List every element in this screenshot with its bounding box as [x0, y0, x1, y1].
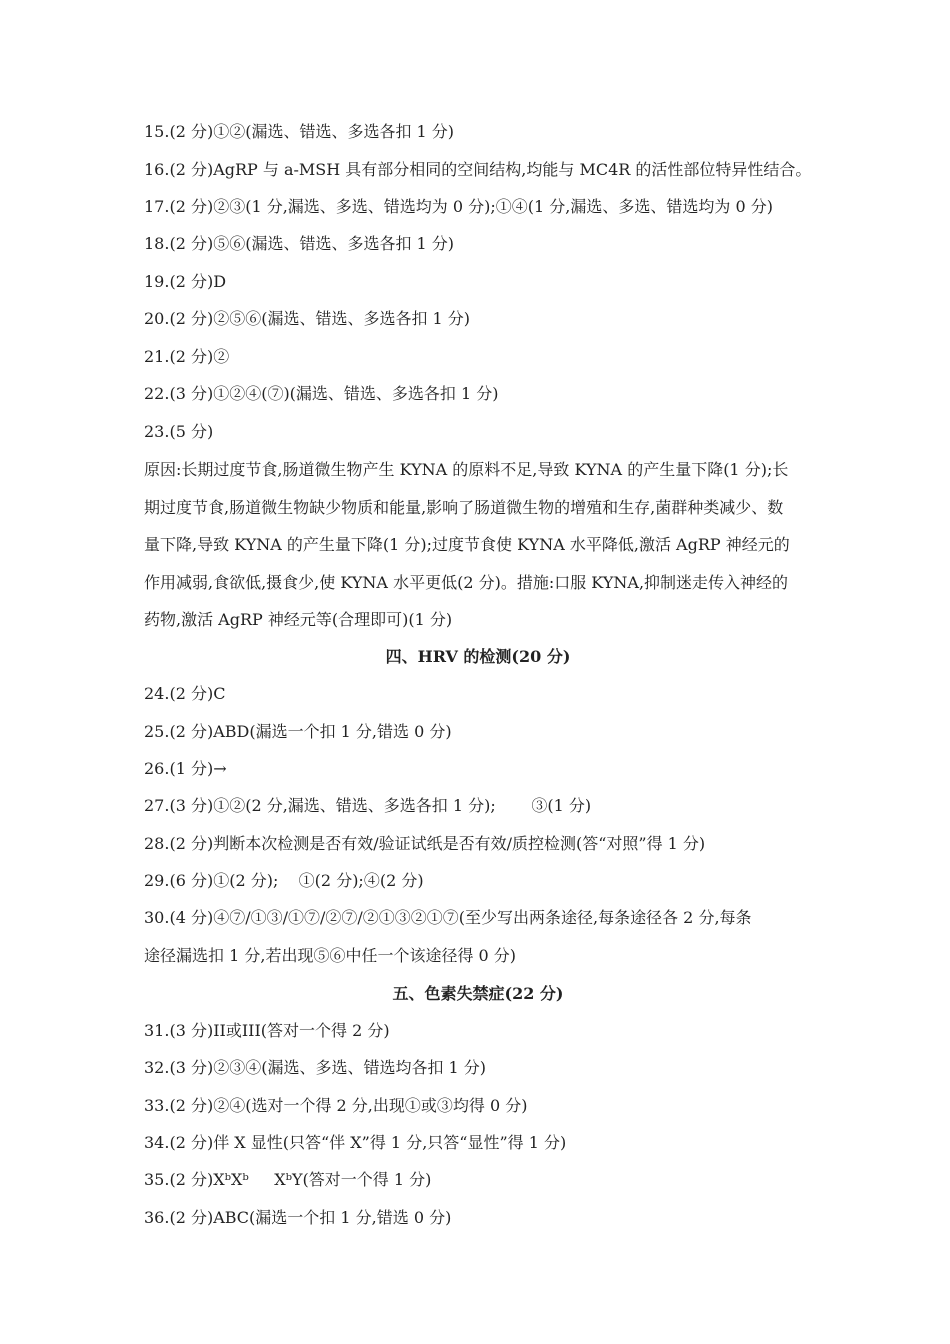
section-heading-pigment: 五、色素失禁症(22 分) [392, 984, 564, 1003]
answer-34: 34.(2 分)伴 X 显性(只答“伴 X”得 1 分,只答“显性”得 1 分) [144, 1133, 567, 1152]
answer-15: 15.(2 分)①②(漏选、错选、多选各扣 1 分) [144, 122, 455, 141]
answer-23-line-4: 作用减弱,食欲低,摄食少,使 KYNA 水平更低(2 分)。措施:口服 KYNA,抑制迷走传入神经的 [144, 572, 789, 592]
answer-16: 16.(2 分)AgRP 与 a-MSH 具有部分相同的空间结构,均能与 MC4R 的活性部位特异性结合。 [144, 160, 812, 179]
answer-20: 20.(2 分)②⑤⑥(漏选、错选、多选各扣 1 分) [144, 309, 471, 328]
answer-23-line-1: 原因:长期过度节食,肠道微生物产生 KYNA 的原料不足,导致 KYNA 的产生量下降(1 分);长 [144, 460, 789, 479]
answer-31: 31.(3 分)II或III(答对一个得 2 分) [144, 1021, 390, 1040]
answer-26: 26.(1 分)→ [144, 759, 227, 778]
answer-23-heading: 23.(5 分) [144, 422, 214, 441]
answer-22: 22.(3 分)①②④(⑦)(漏选、错选、多选各扣 1 分) [144, 384, 499, 403]
answer-17: 17.(2 分)②③(1 分,漏选、多选、错选均为 0 分);①④(1 分,漏选、多选、错选均为 0 分) [144, 197, 773, 216]
answer-33: 33.(2 分)②④(选对一个得 2 分,出现①或③均得 0 分) [144, 1096, 528, 1115]
answer-19: 19.(2 分)D [144, 272, 227, 291]
answer-24: 24.(2 分)C [144, 684, 226, 703]
answer-30-line-1: 30.(4 分)④⑦/①③/①⑦/②⑦/②①③②①⑦(至少写出两条途径,每条途径各 2 分,每条 [144, 908, 752, 927]
answer-28: 28.(2 分)判断本次检测是否有效/验证试纸是否有效/质控检测(答“对照”得 1 分) [144, 834, 706, 853]
answer-25: 25.(2 分)ABD(漏选一个扣 1 分,错选 0 分) [144, 722, 452, 741]
section-heading-hrv: 四、HRV 的检测(20 分) [385, 647, 571, 666]
answer-18: 18.(2 分)⑤⑥(漏选、错选、多选各扣 1 分) [144, 234, 455, 253]
answer-23-line-5: 药物,激活 AgRP 神经元等(合理即可)(1 分) [144, 610, 453, 629]
answer-30-line-2: 途径漏选扣 1 分,若出现⑤⑥中任一个该途径得 0 分) [144, 946, 517, 965]
answer-23-line-3: 量下降,导致 KYNA 的产生量下降(1 分);过度节食使 KYNA 水平降低,激活 AgRP 神经元的 [144, 535, 790, 554]
answer-29: 29.(6 分)①(2 分); ①(2 分);④(2 分) [144, 871, 424, 890]
answer-23-body [144, 451, 812, 639]
answer-32: 32.(3 分)②③④(漏选、多选、错选均各扣 1 分) [144, 1058, 487, 1077]
answer-36: 36.(2 分)ABC(漏选一个扣 1 分,错选 0 分) [144, 1208, 452, 1227]
answer-23-line-2: 期过度节食,肠道微生物缺少物质和能量,影响了肠道微生物的增殖和生存,菌群种类减少、数 [144, 497, 784, 517]
answer-27: 27.(3 分)①②(2 分,漏选、错选、多选各扣 1 分); ③(1 分) [144, 796, 592, 815]
answer-21: 21.(2 分)② [144, 347, 230, 366]
answer-35: 35.(2 分)XᵇXᵇ XᵇY(答对一个得 1 分) [144, 1170, 432, 1189]
